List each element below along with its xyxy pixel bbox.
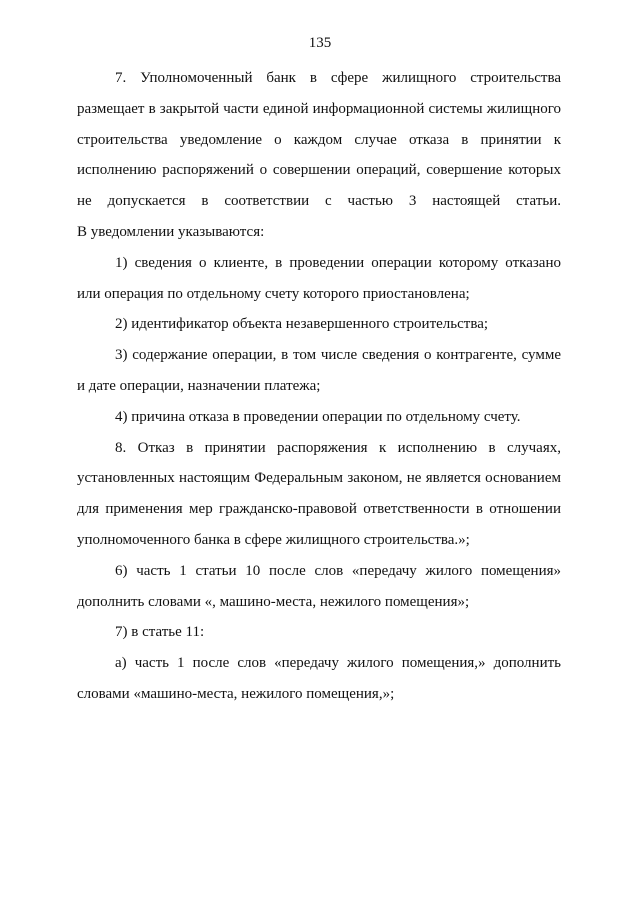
text-line: размещает в закрытой части единой информационной системы жилищного: [77, 100, 561, 117]
paragraph-a: [77, 648, 561, 710]
text-line: для применения мер гражданско-правовой ответственности в отношении: [77, 501, 561, 518]
paragraph-7-item-3: [77, 340, 561, 402]
text-line: строительства уведомление о каждом случае отказа в принятии к: [77, 131, 561, 148]
paragraph-6: [77, 556, 561, 618]
text-line: или операция по отдельному счету которого приостановлена;: [77, 285, 470, 302]
text-line: установленных настоящим Федеральным законом, не является основанием: [77, 470, 561, 487]
paragraph-7-item-4: [77, 402, 561, 433]
paragraph-7: [77, 63, 561, 248]
text-line: исполнению распоряжений о совершении операций, совершение которых: [77, 162, 561, 179]
text-line: В уведомлении указываются:: [77, 223, 265, 240]
text-line: 7) в статье 11:: [115, 624, 205, 641]
text-line: и дате операции, назначении платежа;: [77, 377, 321, 394]
text-line: 7. Уполномоченный банк в сфере жилищного строительства: [115, 70, 561, 86]
paragraph-7-item-1: [77, 248, 561, 310]
paragraph-7-item-2: [77, 309, 561, 340]
text-line: 2) идентификатор объекта незавершенного строительства;: [115, 316, 489, 333]
paragraph-7-article-11: [77, 617, 561, 648]
paragraph-8: [77, 433, 561, 556]
text-line: 8. Отказ в принятии распоряжения к исполнению в случаях,: [115, 439, 561, 456]
text-line: уполномоченного банка в сфере жилищного строительства.»;: [77, 531, 470, 548]
text-line: а) часть 1 после слов «передачу жилого помещения,» дополнить: [115, 655, 561, 672]
text-line: 6) часть 1 статьи 10 после слов «передачу жилого помещения»: [115, 562, 561, 579]
text-line: 4) причина отказа в проведении операции по отдельному счету.: [115, 408, 521, 425]
page-number: 135: [308, 35, 332, 51]
text-line: 1) сведения о клиенте, в проведении операции которому отказано: [115, 254, 561, 271]
document-body: [77, 63, 561, 710]
text-line: дополнить словами «, машино-места, нежилого помещения»;: [77, 593, 470, 610]
text-line: 3) содержание операции, в том числе сведения о контрагенте, сумме: [115, 347, 561, 364]
text-line: не допускается в соответствии с частью 3 настоящей статьи.: [77, 193, 561, 210]
text-line: словами «машино-места, нежилого помещения,»;: [77, 685, 395, 702]
